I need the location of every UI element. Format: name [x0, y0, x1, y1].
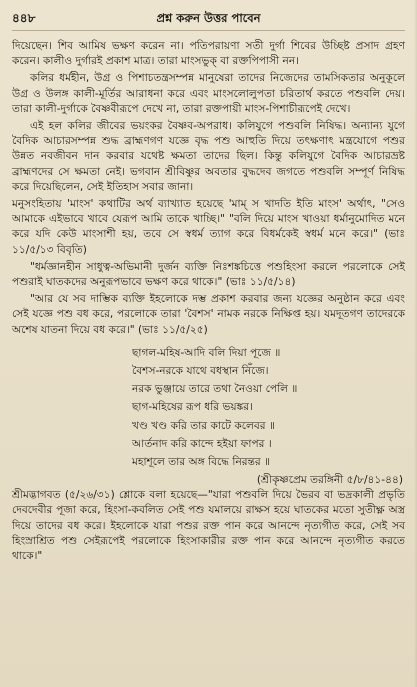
verse-line: বৈশস-নরকে যাথে বধস্থান নিঁজে। — [132, 365, 269, 378]
verse-line: ছাগল-মহিষ-আদি বলি দিয়া পূজে ॥ — [132, 346, 281, 359]
paragraph-3: এই হল কলির জীবের ভয়ংকর বৈষ্ণব-অপরাধ। কলিযুগে পশুবলি নিষিদ্ধ। অন্যান্য যুগে বৈদিক আচারসম্পন্ন শুদ্ধ ব্রাহ্মণগণ যজ্ঞে বৃদ্ধ পশু আহুতি দিয়ে তৎক্ষণাৎ মন্ত্রযোগে পশুর উন্নত নবজীবন দান করবার যথেষ্ট ক্ষমতা তাদের ছিল। কিন্তু কলিযুগে বৈদিক আচারভ্রষ্ট ব্রাহ্মণদের সে ক্ষমতা নেই। ভগবান শ্রীবিষ্ণুর অবতার বুদ্ধদেব জগতে পশুবলি সম্পূর্ণ নিষিদ্ধ করে দিয়েছিলেন, সেই ইতিহাস সবার জানা। — [12, 120, 405, 193]
verse-line: নরক ভুঞ্জায়ে তারে তথা নৈওয়া পেলি ॥ — [132, 383, 298, 396]
paragraph-4: মনুসংহিতায় 'মাংস' কথাটির অর্থ ব্যাখ্যাত হয়েছে 'মাম্ স খাদতি ইতি মাংস' অর্থাৎ, "সেও আমাকে এইভাবে খাবে যেরূপ আমি তাকে খাচ্ছি।" "বলি দিয়ে মাংস খাওয়া ধর্মানুমোদিত মনে করে যদি কেউ মাংসাশী হয়, তবে সে স্বধর্ম ত্যাগ করে বিধর্মকেই স্বধর্ম মনে করে।" (ভাঃ ১১/৫/১৩ বিবৃতি) — [12, 198, 405, 256]
closing-text — [12, 488, 405, 564]
verse-line: খণ্ড খণ্ড করি তার কাটে কলেবর ॥ — [132, 419, 275, 432]
verse-line: ছাগ-মহিষের রূপ ধরি ভয়ঙ্কর। — [132, 401, 253, 414]
verse-line: মহাশূলে তার অঙ্গ বিদ্ধে নিরন্তর ॥ — [132, 456, 271, 469]
running-title: প্রশ্ন করুন উত্তর পাবেন — [156, 11, 261, 25]
verse-line: আর্তনাদ করি কান্দে হইয়া ফাপর । — [132, 437, 272, 450]
verse-citation: (শ্রীকৃষ্ণপ্রেম তরঙ্গিনী ৫/৮/৪১-৪৪) — [256, 474, 403, 487]
paragraph-5: "ধর্মজ্ঞানহীন সাধুত্ব-অভিমানী দুর্জন ব্যক্তি নিঃশঙ্কচিত্তে পশুহিংসা করলে পরলোকে সেই পশুরাই ঘাতকদের অনুরূপভাবে ভক্ষণ করে থাকে।" (ভাঃ ১১/৫/১৪) — [12, 260, 405, 289]
paragraph-2: কলির ধর্মহীন, উগ্র ও পিশাচতন্ত্রসম্পন্ন মানুষেরা তাদের নিজেদের তামসিকতার অনুকূলে উগ্র ও উলঙ্গ কালী-মূর্তির আরাধনা করে এবং মাংসলোলুপতা চরিতার্থ করতে পশুবলি দেয়। তারা কালী-দুর্গাকে বৈষ্ণবীরূপে দেখে না, তারা রক্তপায়ী মাংস-পিশাচীরূপেই দেখে। — [12, 72, 405, 115]
body-text — [12, 39, 405, 338]
paragraph-6: "আর যে সব দাম্ভিক ব্যক্তি ইহলোকে দম্ভ প্রকাশ করবার জন্য যজ্ঞের অনুষ্ঠান করে এবং সেই যজ্ঞে পশু বধ করে, পরলোকে তারা 'বৈশস' নামক নরকে নিক্ষিপ্ত হয়। যমদূতগণ তাদেরকে অশেষ যাতনা দিয়ে বধ করে।" (ভাঃ ১১/৫/২৫) — [12, 293, 405, 336]
paragraph-final: শ্রীমদ্ভাগবত (৫/২৬/৩১) শ্লোকে বলা হয়েছে—"যারা পশুবলি দিয়ে ভৈরব বা ভদ্রকালী প্রভৃতি দেবদেবীর পূজা করে, হিংসা-কবলিত সেই পশু যমালয়ে রাক্ষস হয়ে ঘাতকের মতো সুতীক্ষ্ণ অস্ত্র দিয়ে তাদের বধ করে। ইহলোকে যারা পশুর রক্ত পান করে আনন্দে নৃত্যগীত করে, সেই সব হিংস্রাশ্রিত পশু সেইরূপেই পরলোকে হিংসাকারীর রক্ত পান করে আনন্দে নৃত্যগীত করতে থাকে।" — [12, 489, 405, 563]
paragraph-1: দিয়েছেন। শিব আমিষ ভক্ষণ করেন না। পতিপরায়ণা সতী দুর্গা শিবের উচ্ছিষ্ট প্রসাদ গ্রহণ করেন। কালীও দুর্গারই প্রকাশ মাত্র। তারা মাংসভুক্ বা রক্তপিপাসী নন। — [12, 40, 405, 68]
verse-block — [132, 344, 405, 471]
page-number: ৪৪৮ — [12, 11, 36, 25]
page-header — [12, 8, 405, 31]
